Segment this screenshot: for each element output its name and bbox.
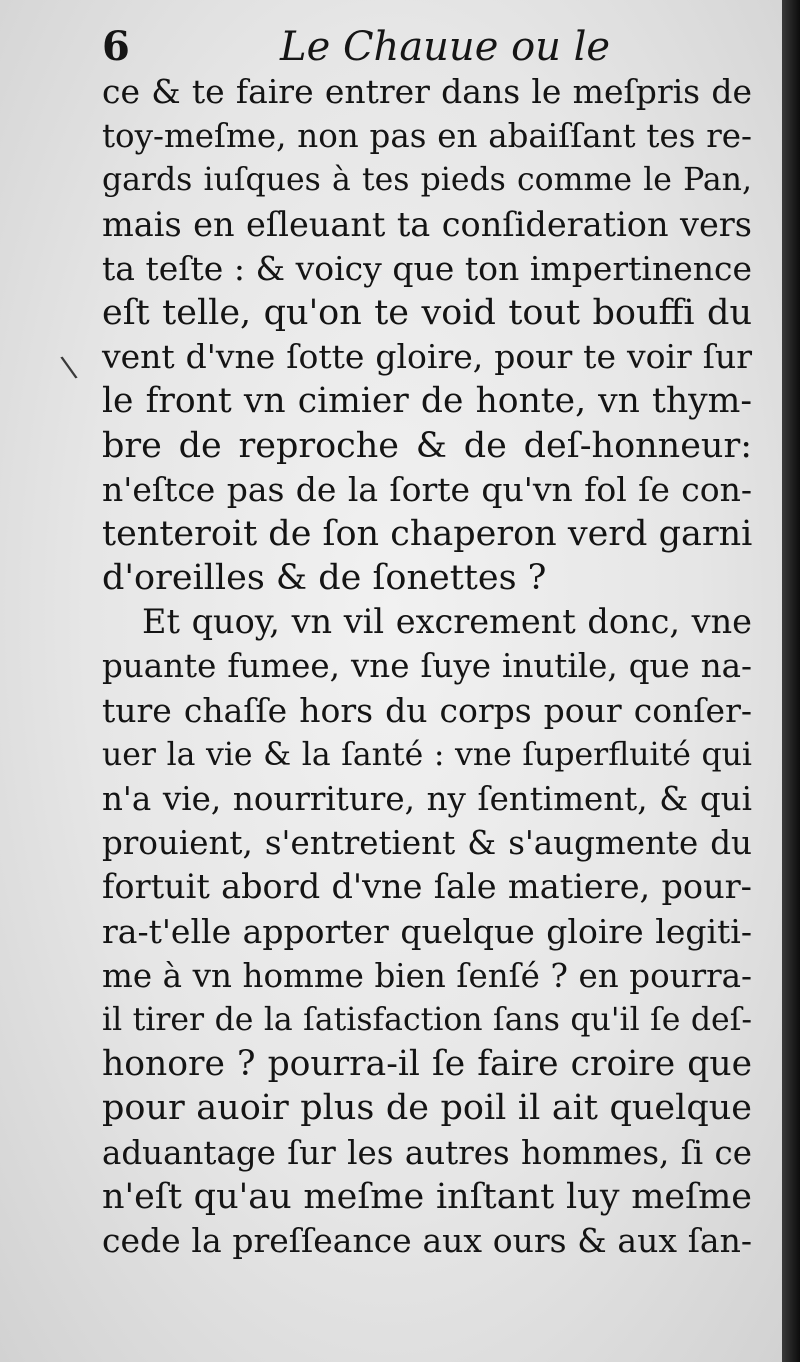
text-line: ra-t'elle apporter quelque gloire legiti- — [102, 911, 752, 951]
paragraph-2 — [102, 600, 752, 1263]
text-line: prouient, s'entretient & s'augmente du — [102, 824, 752, 863]
text-line: puante fumee, vne ſuye inutile, que na- — [102, 647, 752, 686]
running-title: Le Chauue ou le — [280, 24, 611, 70]
text-line: fortuit abord d'vne ſale matiere, pour- — [102, 867, 752, 907]
text-block — [102, 70, 752, 1263]
text-line: tenteroit de ſon chaperon verd garni — [102, 513, 753, 554]
text-line: cede la preſſeance aux ours & aux ſan- — [102, 1220, 752, 1260]
text-line: uer la vie & la ſanté : vne ſuperfluité qui — [102, 736, 752, 773]
text-line: aduantage ſur les autres hommes, ſi ce — [102, 1133, 752, 1172]
margin-mark: \ — [58, 349, 80, 386]
paragraph-1 — [102, 70, 752, 600]
text-line: gards iuſques à tes pieds comme le Pan, — [102, 162, 752, 199]
text-line: ta teſte : & voicy que ton impertinence — [102, 248, 752, 288]
page-edge-shadow — [782, 0, 800, 1362]
text-line: me à vn homme bien ſenſé ? en pourra- — [102, 956, 752, 995]
text-line: n'eſtce pas de la ſorte qu'vn fol ſe con- — [102, 469, 752, 509]
text-line: Et quoy, vn vil excrement donc, vne — [142, 602, 752, 642]
text-line: vent d'vne ſotte gloire, pour te voir ſur — [102, 337, 752, 377]
text-line: il tirer de la ſatisfaction ſans qu'il ſe deſ- — [102, 1001, 752, 1038]
text-line: mais en eſleuant ta conſideration vers — [102, 204, 752, 244]
text-line: pour auoir plus de poil il ait quelque — [102, 1088, 752, 1129]
text-line: le front vn cimier de honte, vn thym- — [102, 381, 752, 422]
text-line: honore ? pourra-il ſe faire croire que — [102, 1044, 752, 1085]
running-head — [102, 22, 622, 72]
text-line: ce & te faire entrer dans le meſpris de — [102, 72, 752, 111]
page-number: 6 — [102, 23, 130, 70]
text-line: toy-meſme, non pas en abaiſſant tes re- — [102, 117, 752, 156]
text-line: ture chaſſe hors du corps pour conſer- — [102, 690, 752, 730]
text-line: n'a vie, nourriture, ny ſentiment, & qui — [102, 780, 752, 818]
text-line: n'eſt qu'au meſme inſtant luy meſme — [102, 1176, 752, 1217]
text-line: eſt telle, qu'on te void tout bouffi du — [102, 292, 752, 333]
text-line: bre de reproche & de deſ-honneur: — [102, 425, 752, 466]
text-line: d'oreilles & de ſonettes ? — [102, 558, 547, 599]
